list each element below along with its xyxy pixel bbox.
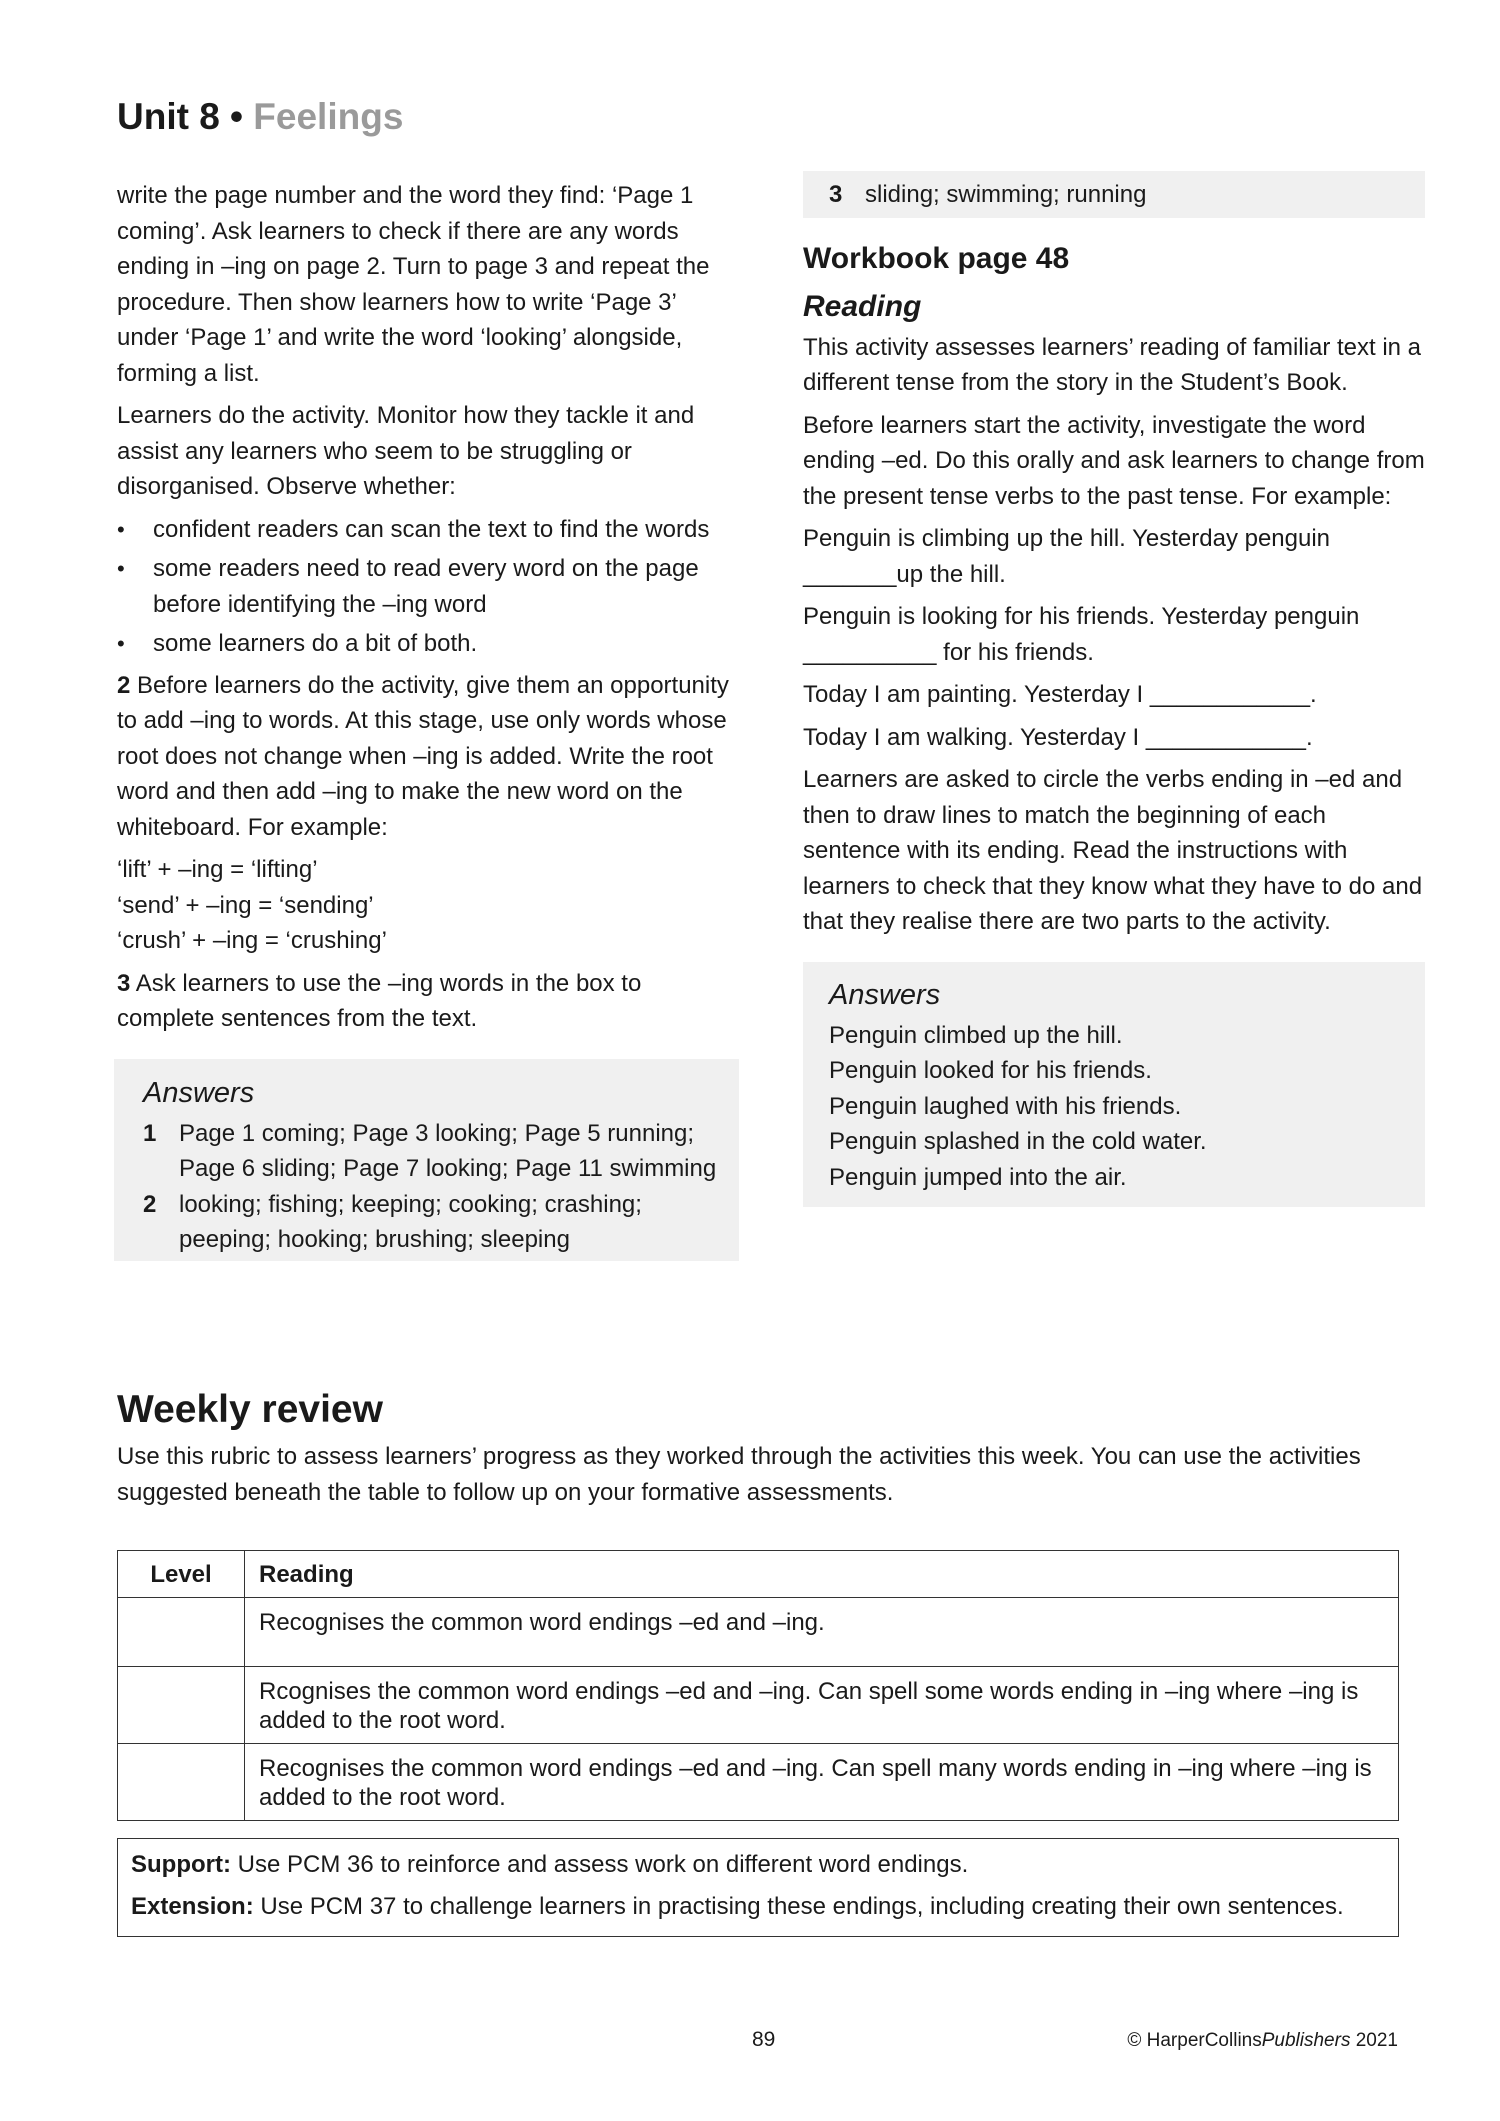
tense-example: Penguin is climbing up the hill. Yesterday penguin _______up the hill. bbox=[803, 525, 1331, 588]
level-cell bbox=[118, 1598, 245, 1667]
answer-text: sliding; swimming; running bbox=[865, 181, 1147, 208]
answer-item bbox=[143, 1187, 739, 1258]
answer-line: Penguin jumped into the air. bbox=[829, 1163, 1127, 1191]
list-item: • some learners do a bit of both. bbox=[117, 626, 729, 662]
copyright-publishers: Publishers bbox=[1261, 2030, 1351, 2051]
step-number: 3 bbox=[117, 969, 131, 997]
weekly-review-title: Weekly review bbox=[117, 1388, 383, 1431]
column-header-reading: Reading bbox=[245, 1551, 1399, 1598]
copyright-prefix: © HarperCollins bbox=[1127, 2030, 1262, 2051]
tense-example: Penguin is looking for his friends. Yesterday penguin __________ for his friends. bbox=[803, 603, 1360, 666]
weekly-review-intro: Use this rubric to assess learners’ progress as they worked through the activities this week. You can use the activities suggested beneath the table to follow up on your formative assessments. bbox=[117, 1443, 1361, 1506]
support-extension-box bbox=[117, 1838, 1399, 1937]
column-header-level: Level bbox=[118, 1551, 245, 1598]
table-row bbox=[118, 1744, 1399, 1821]
answer-number: 1 bbox=[143, 1119, 157, 1147]
page-header bbox=[117, 96, 403, 138]
weekly-review-section bbox=[117, 1385, 1427, 1510]
answer-number: 2 bbox=[143, 1190, 157, 1218]
answers-box-left bbox=[114, 1059, 739, 1261]
list-item: • confident readers can scan the text to find the words bbox=[117, 512, 729, 548]
reading-heading: Reading bbox=[803, 289, 922, 323]
page-number: 89 bbox=[752, 2028, 776, 2051]
level-cell bbox=[118, 1667, 245, 1744]
answer-text: looking; fishing; keeping; cooking; crashing; peeping; hooking; brushing; sleeping bbox=[179, 1190, 642, 1253]
answer-text: Page 1 coming; Page 3 looking; Page 5 running; Page 6 sliding; Page 7 looking; Page 11 swimming bbox=[179, 1119, 717, 1182]
right-paragraph-1: This activity assesses learners’ reading of familiar text in a different tense from the story in the Student’s Book. bbox=[803, 333, 1422, 396]
answers-title: Answers bbox=[829, 978, 941, 1011]
tense-example: Today I am walking. Yesterday I ____________. bbox=[803, 723, 1313, 751]
workbook-heading: Workbook page 48 bbox=[803, 241, 1070, 275]
table-header-row bbox=[118, 1551, 1399, 1598]
support-label: Support: bbox=[131, 1851, 231, 1878]
left-paragraph-4 bbox=[117, 966, 729, 1037]
copyright-notice bbox=[1127, 2030, 1398, 2052]
answer-item bbox=[829, 177, 1425, 213]
table-row bbox=[118, 1598, 1399, 1667]
example-line: ‘lift’ + –ing = ‘lifting’ bbox=[117, 856, 318, 883]
answers-title: Answers bbox=[143, 1076, 255, 1109]
answers-box-right bbox=[803, 962, 1425, 1208]
left-paragraph-1: write the page number and the word they find: ‘Page 1 coming’. Ask learners to check if there are any words ending in –ing on page 2. Turn to page 3 and repeat the procedure. Then show learners how to write ‘Page 3’ under ‘Page 1’ and write the word ‘looking’ alongside, forming a list. bbox=[117, 182, 710, 387]
table-row bbox=[118, 1667, 1399, 1744]
left-paragraph-3 bbox=[117, 668, 729, 846]
unit-label: Unit 8 bbox=[117, 96, 220, 137]
reading-cell: Rcognises the common word endings –ed and –ing. Can spell some words ending in –ing where –ing is added to the root word. bbox=[245, 1667, 1399, 1744]
reading-cell: Recognises the common word endings –ed and –ing. bbox=[245, 1598, 1399, 1667]
answer-line: Penguin laughed with his friends. bbox=[829, 1092, 1182, 1120]
unit-topic: Feelings bbox=[253, 96, 404, 137]
support-line bbox=[131, 1847, 1386, 1883]
extension-label: Extension: bbox=[131, 1892, 254, 1920]
step-text: Ask learners to use the –ing words in the box to complete sentences from the text. bbox=[117, 969, 642, 1032]
rubric-table bbox=[117, 1550, 1399, 1821]
ing-examples bbox=[117, 852, 729, 959]
answer-line: Penguin splashed in the cold water. bbox=[829, 1128, 1207, 1155]
example-line: ‘crush’ + –ing = ‘crushing’ bbox=[117, 927, 387, 954]
answer-number: 3 bbox=[829, 181, 843, 208]
extension-text: Use PCM 37 to challenge learners in practising these endings, including creating their own sentences. bbox=[253, 1892, 1344, 1920]
answer-line: Penguin climbed up the hill. bbox=[829, 1021, 1123, 1049]
left-column bbox=[117, 178, 729, 1261]
left-paragraph-2: Learners do the activity. Monitor how they tackle it and assist any learners who seem to be struggling or disorganised. Observe whether: bbox=[117, 402, 695, 500]
extension-line bbox=[131, 1889, 1386, 1925]
tense-example: Today I am painting. Yesterday I ____________. bbox=[803, 681, 1317, 708]
step-text: Before learners do the activity, give them an opportunity to add –ing to words. At this stage, use only words whose root does not change when –ing is added. Write the root word and then add –ing to make the new word on the whiteboard. For example: bbox=[117, 671, 729, 841]
example-line: ‘send’ + –ing = ‘sending’ bbox=[117, 891, 374, 919]
copyright-year: 2021 bbox=[1350, 2030, 1398, 2051]
header-separator: • bbox=[219, 96, 254, 137]
list-item: • some readers need to read every word on the page before identifying the –ing word bbox=[117, 551, 729, 622]
support-text: Use PCM 36 to reinforce and assess work on different word endings. bbox=[230, 1851, 969, 1878]
answer-line: Penguin looked for his friends. bbox=[829, 1057, 1152, 1084]
answer-item bbox=[143, 1116, 739, 1187]
reading-cell: Recognises the common word endings –ed and –ing. Can spell many words ending in –ing where –ing is added to the root word. bbox=[245, 1744, 1399, 1821]
observation-list bbox=[117, 512, 729, 662]
answers-box-continued bbox=[803, 171, 1425, 218]
step-number: 2 bbox=[117, 671, 131, 699]
right-column bbox=[803, 171, 1425, 1207]
right-paragraph-3: Learners are asked to circle the verbs ending in –ed and then to draw lines to match the beginning of each sentence with its ending. Read the instructions with learners to check that they know what they have to do and that they realise there are two parts to the activity. bbox=[803, 766, 1423, 935]
level-cell bbox=[118, 1744, 245, 1821]
right-paragraph-2: Before learners start the activity, investigate the word ending –ed. Do this orally and ask learners to change from the present tense verbs to the past tense. For example: bbox=[803, 411, 1425, 510]
